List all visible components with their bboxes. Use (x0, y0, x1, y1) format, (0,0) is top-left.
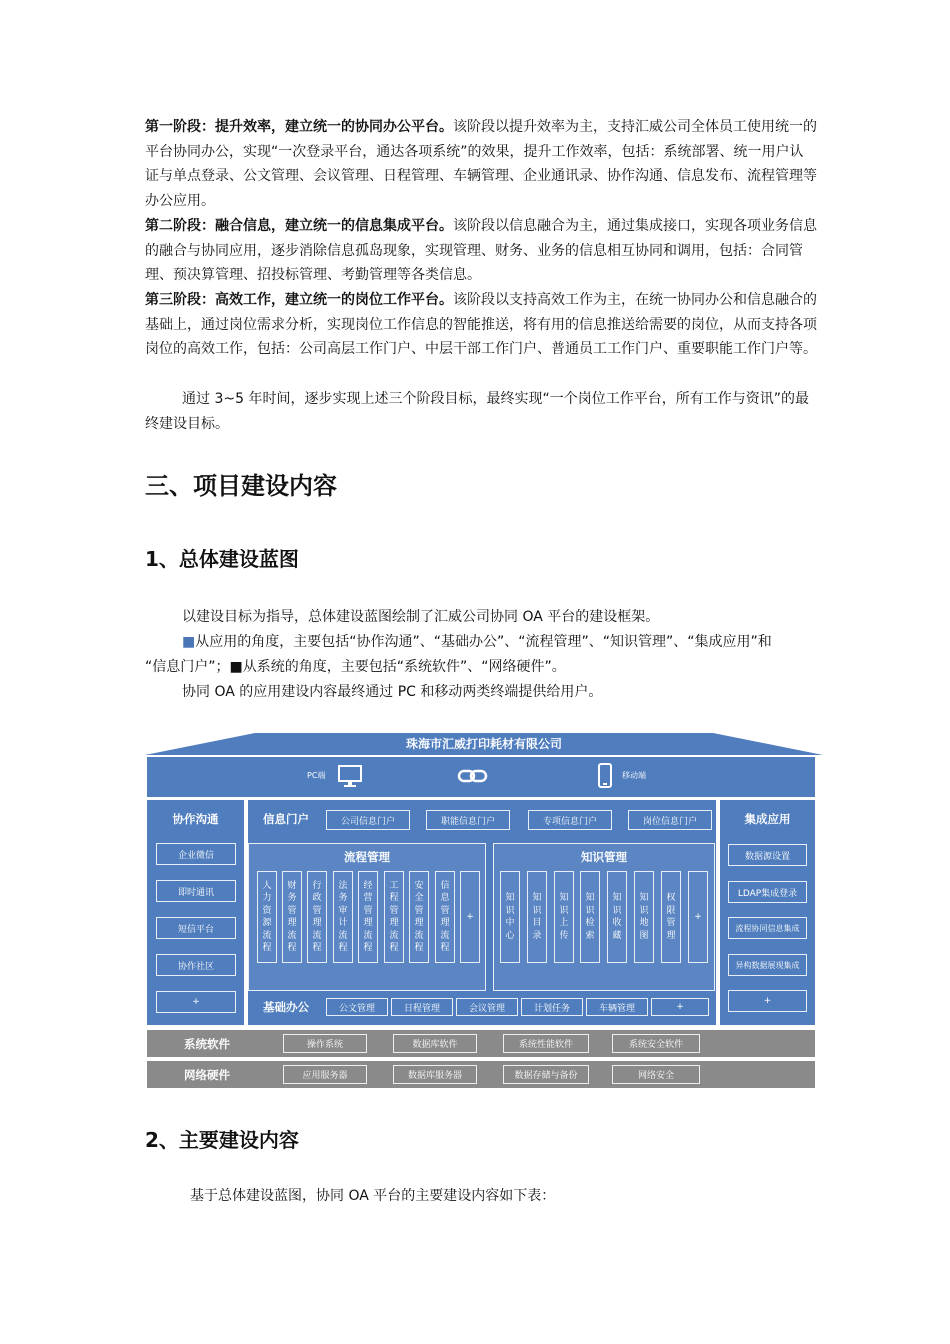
software-item: 数据库软件 (393, 1034, 477, 1053)
process-item: 工程管理流程 (384, 871, 404, 963)
link-icon (457, 767, 489, 785)
mobile-label: 移动端 (622, 771, 646, 780)
software-item: 操作系统 (283, 1034, 367, 1053)
process-item: 人力资源流程 (257, 871, 277, 963)
portal-item: 公司信息门户 (326, 810, 410, 830)
knowledge-item: 权限管理 (661, 871, 681, 963)
paragraph-summary: 通过 3~5 年时间，逐步实现上述三个阶段目标，最终实现“一个岗位工作平台，所有工作与资讯”的最终建设目标。 (145, 391, 809, 432)
paragraph-stage-1 (145, 115, 817, 214)
knowledge-item: 知识中心 (500, 871, 520, 963)
basic-item: 车辆管理 (586, 998, 648, 1016)
integration-item: 流程协同信息集成 (728, 917, 807, 939)
monitor-icon (337, 764, 363, 788)
integration-item: LDAP集成登录 (728, 881, 807, 903)
process-title: 流程管理 (344, 850, 390, 864)
knowledge-item: 知识地图 (634, 871, 654, 963)
blueprint-app-view: ■从应用的角度，主要包括“协作沟通”、“基础办公”、“流程管理”、“知识管理”、“集成应用”和 (182, 634, 772, 650)
hardware-item: 数据存储与备份 (503, 1065, 589, 1084)
center-area (248, 800, 716, 1025)
basic-item: 日程管理 (391, 998, 453, 1016)
collab-column (147, 800, 244, 1025)
hardware-bar (147, 1061, 815, 1088)
stage-2-text: 该阶段以信息融合为主，通过集成接口，实现各项业务信息的融合与协同应用，逐步消除信息孤岛现象，实现管理、财务、业务的信息相互协同和调用，包括：合同管理、预决算管理、招投标管理、考勤管理等各类信息。 (145, 218, 817, 284)
knowledge-item: 知识上传 (554, 871, 574, 963)
hardware-item: 应用服务器 (283, 1065, 367, 1084)
software-item: 系统安全软件 (612, 1034, 700, 1053)
content-intro: 基于总体建设蓝图，协同 OA 平台的主要建设内容如下表： (190, 1188, 556, 1204)
hardware-item: 数据库服务器 (393, 1065, 477, 1084)
process-item: 安全管理流程 (409, 871, 429, 963)
basic-item: 公文管理 (326, 998, 388, 1016)
blueprint-diagram (145, 725, 823, 1090)
knowledge-item: + (688, 871, 708, 963)
software-bar (147, 1030, 815, 1057)
collab-item: 即时通讯 (156, 880, 236, 902)
process-item: 法务审计流程 (333, 871, 353, 963)
subsection-title-blueprint: 1、总体建设蓝图 (145, 547, 299, 571)
integration-item: + (728, 990, 807, 1012)
knowledge-item: 知识收藏 (607, 871, 627, 963)
square-bullet-icon: ■ (182, 634, 196, 650)
integration-item: 异构数据展现集成 (728, 954, 807, 976)
collab-item: 短信平台 (156, 917, 236, 939)
basic-item: + (651, 998, 709, 1016)
process-item: 经营管理流程 (358, 871, 378, 963)
blueprint-terminal-note: 协同 OA 的应用建设内容最终通过 PC 和移动两类终端提供给用户。 (182, 684, 603, 700)
stage-3-heading: 第三阶段：高效工作，建立统一的岗位工作平台。 (145, 292, 453, 308)
portal-item: 岗位信息门户 (628, 810, 712, 830)
portal-item: 专项信息门户 (528, 810, 612, 830)
knowledge-item: 知识目录 (527, 871, 547, 963)
process-item: 财务管理流程 (282, 871, 302, 963)
hardware-title: 网络硬件 (184, 1067, 230, 1082)
knowledge-item: 知识检索 (580, 871, 600, 963)
subsection-title-content: 2、主要建设内容 (145, 1128, 299, 1152)
stage-1-heading: 第一阶段：提升效率，建立统一的协同办公平台。 (145, 119, 453, 135)
paragraph-stage-3 (145, 288, 817, 362)
stage-3-text: 该阶段以支持高效工作为主，在统一协同办公和信息融合的基础上，通过岗位需求分析，实现岗位工作信息的智能推送，将有用的信息推送给需要的岗位，从而支持各项岗位的高效工作，包括：公司高层工作门户、中层干部工作门户、普通员工工作门户、重要职能工作门户等。 (145, 292, 817, 358)
paragraph-stage-2 (145, 214, 817, 288)
basic-item: 会议管理 (456, 998, 518, 1016)
collab-item: + (156, 991, 236, 1013)
company-name: 珠海市汇威打印耗材有限公司 (405, 736, 562, 751)
mobile-phone-icon (597, 763, 613, 789)
basic-title: 基础办公 (263, 1000, 309, 1014)
stage-2-heading: 第二阶段：融合信息，建立统一的信息集成平台。 (145, 218, 453, 234)
software-item: 系统性能软件 (503, 1034, 589, 1053)
software-title: 系统软件 (184, 1036, 230, 1051)
process-block (248, 843, 486, 991)
hardware-item: 网络安全 (612, 1065, 700, 1084)
portal-title: 信息门户 (263, 812, 309, 826)
integration-item: 数据源设置 (728, 844, 807, 866)
knowledge-block (493, 843, 715, 991)
terminal-bar (147, 757, 815, 797)
integration-title: 集成应用 (744, 812, 791, 826)
blueprint-system-view: “信息门户”；■从系统的角度，主要包括“系统软件”、“网络硬件”。 (145, 659, 566, 675)
collab-item: 企业微信 (156, 843, 236, 865)
pc-label: PC端 (307, 771, 326, 780)
integration-column (720, 800, 815, 1025)
process-item: + (460, 871, 480, 963)
collab-title: 协作沟通 (172, 812, 219, 826)
process-item: 信息管理流程 (435, 871, 455, 963)
process-item: 行政管理流程 (307, 871, 327, 963)
portal-item: 职能信息门户 (426, 810, 510, 830)
collab-item: 协作社区 (156, 954, 236, 976)
stage-1-text: 该阶段以提升效率为主，支持汇威公司全体员工使用统一的平台协同办公，实现“一次登录平台，通达各项系统”的效果，提升工作效率，包括：系统部署、统一用户认证与单点登录、公文管理、会议管理、日程管理、车辆管理、企业通讯录、协作沟通、信息发布、流程管理等办公应用。 (145, 119, 817, 210)
blueprint-intro: 以建设目标为指导，总体建设蓝图绘制了汇威公司协同 OA 平台的建设框架。 (182, 609, 660, 625)
section-title: 三、项目建设内容 (145, 472, 337, 500)
knowledge-title: 知识管理 (581, 850, 627, 864)
basic-item: 计划任务 (521, 998, 583, 1016)
